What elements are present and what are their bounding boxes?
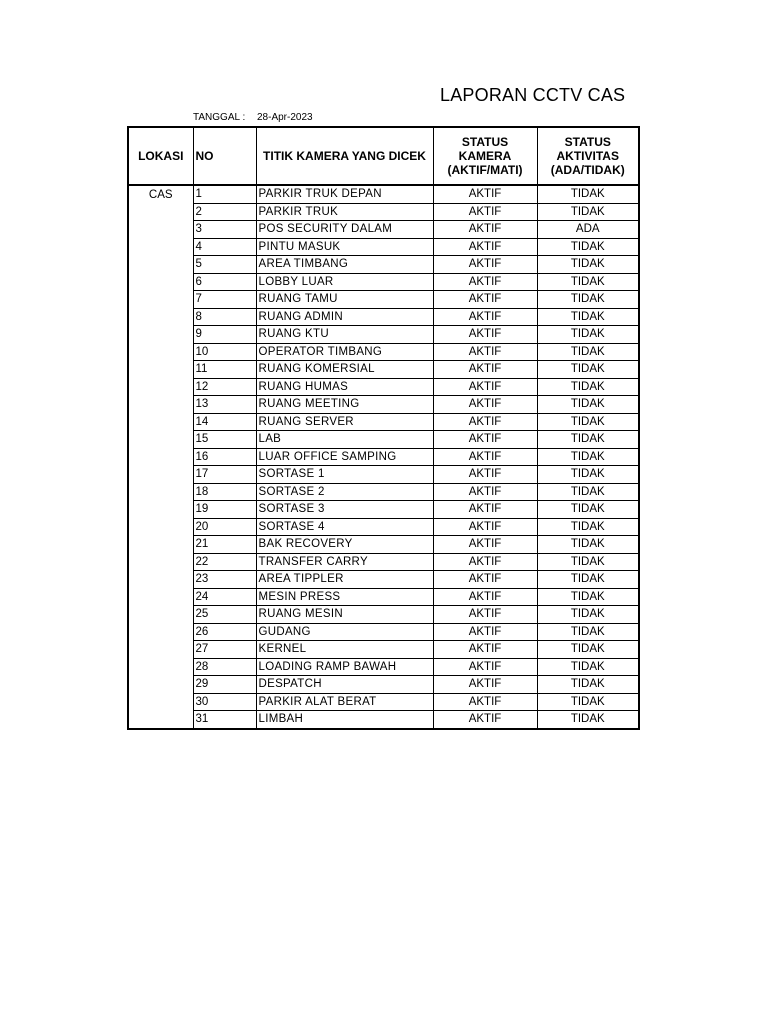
cell-titik-kamera: LOADING RAMP BAWAH bbox=[256, 658, 433, 676]
cell-lokasi bbox=[128, 308, 193, 326]
cell-titik-kamera: MESIN PRESS bbox=[256, 588, 433, 606]
table-row bbox=[128, 606, 639, 624]
cell-lokasi bbox=[128, 501, 193, 519]
cell-status-kamera: AKTIF bbox=[433, 606, 537, 624]
cell-lokasi bbox=[128, 711, 193, 729]
cell-no: 21 bbox=[193, 536, 256, 554]
cell-no: 8 bbox=[193, 308, 256, 326]
cell-no: 4 bbox=[193, 238, 256, 256]
cell-titik-kamera: RUANG SERVER bbox=[256, 413, 433, 431]
cell-status-aktivitas: TIDAK bbox=[537, 606, 639, 624]
cell-status-kamera: AKTIF bbox=[433, 361, 537, 379]
cell-lokasi bbox=[128, 378, 193, 396]
cell-status-kamera: AKTIF bbox=[433, 553, 537, 571]
cell-no: 22 bbox=[193, 553, 256, 571]
cell-titik-kamera: RUANG KOMERSIAL bbox=[256, 361, 433, 379]
cell-status-aktivitas: TIDAK bbox=[537, 203, 639, 221]
cell-status-kamera: AKTIF bbox=[433, 291, 537, 309]
cell-no: 18 bbox=[193, 483, 256, 501]
date-label: TANGGAL : bbox=[193, 112, 246, 123]
cell-status-aktivitas: TIDAK bbox=[537, 693, 639, 711]
cell-titik-kamera: BAK RECOVERY bbox=[256, 536, 433, 554]
cell-status-aktivitas: TIDAK bbox=[537, 326, 639, 344]
cell-status-aktivitas: TIDAK bbox=[537, 256, 639, 274]
cell-titik-kamera: RUANG HUMAS bbox=[256, 378, 433, 396]
cell-titik-kamera: LUAR OFFICE SAMPING bbox=[256, 448, 433, 466]
cell-status-aktivitas: TIDAK bbox=[537, 483, 639, 501]
table-row bbox=[128, 658, 639, 676]
cell-titik-kamera: LAB bbox=[256, 431, 433, 449]
cell-status-aktivitas: TIDAK bbox=[537, 466, 639, 484]
table-row bbox=[128, 378, 639, 396]
cell-status-kamera: AKTIF bbox=[433, 483, 537, 501]
cell-lokasi bbox=[128, 413, 193, 431]
cell-no: 27 bbox=[193, 641, 256, 659]
table-row bbox=[128, 221, 639, 239]
header-status-kamera: STATUS KAMERA (AKTIF/MATI) bbox=[433, 127, 537, 185]
cell-lokasi bbox=[128, 466, 193, 484]
cell-no: 10 bbox=[193, 343, 256, 361]
cell-status-aktivitas: TIDAK bbox=[537, 238, 639, 256]
table-row bbox=[128, 676, 639, 694]
cell-lokasi bbox=[128, 343, 193, 361]
cell-no: 28 bbox=[193, 658, 256, 676]
cell-titik-kamera: KERNEL bbox=[256, 641, 433, 659]
cell-lokasi bbox=[128, 536, 193, 554]
table-row bbox=[128, 623, 639, 641]
table-row bbox=[128, 693, 639, 711]
cell-lokasi bbox=[128, 641, 193, 659]
cell-titik-kamera: OPERATOR TIMBANG bbox=[256, 343, 433, 361]
cell-status-kamera: AKTIF bbox=[433, 413, 537, 431]
table-row bbox=[128, 238, 639, 256]
cell-titik-kamera: POS SECURITY DALAM bbox=[256, 221, 433, 239]
cell-status-aktivitas: TIDAK bbox=[537, 536, 639, 554]
cell-status-aktivitas: TIDAK bbox=[537, 378, 639, 396]
table-row bbox=[128, 308, 639, 326]
cell-lokasi bbox=[128, 448, 193, 466]
cell-status-aktivitas: TIDAK bbox=[537, 273, 639, 291]
cell-titik-kamera: SORTASE 1 bbox=[256, 466, 433, 484]
cell-lokasi bbox=[128, 431, 193, 449]
table-row bbox=[128, 343, 639, 361]
cell-status-kamera: AKTIF bbox=[433, 571, 537, 589]
cell-no: 13 bbox=[193, 396, 256, 414]
cell-no: 12 bbox=[193, 378, 256, 396]
cell-titik-kamera: LIMBAH bbox=[256, 711, 433, 729]
cell-titik-kamera: AREA TIMBANG bbox=[256, 256, 433, 274]
cell-lokasi bbox=[128, 273, 193, 291]
cell-titik-kamera: PARKIR TRUK DEPAN bbox=[256, 185, 433, 203]
cell-status-kamera: AKTIF bbox=[433, 326, 537, 344]
cell-status-kamera: AKTIF bbox=[433, 501, 537, 519]
cell-lokasi bbox=[128, 553, 193, 571]
cell-lokasi bbox=[128, 238, 193, 256]
table-header-row bbox=[128, 127, 639, 185]
cell-no: 26 bbox=[193, 623, 256, 641]
cell-titik-kamera: PARKIR TRUK bbox=[256, 203, 433, 221]
cell-lokasi bbox=[128, 658, 193, 676]
cell-titik-kamera: SORTASE 3 bbox=[256, 501, 433, 519]
cell-status-aktivitas: TIDAK bbox=[537, 711, 639, 729]
cell-lokasi bbox=[128, 623, 193, 641]
cell-lokasi bbox=[128, 676, 193, 694]
cell-no: 23 bbox=[193, 571, 256, 589]
cell-status-kamera: AKTIF bbox=[433, 693, 537, 711]
cell-no: 19 bbox=[193, 501, 256, 519]
cell-titik-kamera: LOBBY LUAR bbox=[256, 273, 433, 291]
cell-status-aktivitas: TIDAK bbox=[537, 343, 639, 361]
cell-lokasi bbox=[128, 256, 193, 274]
cell-no: 20 bbox=[193, 518, 256, 536]
cell-status-kamera: AKTIF bbox=[433, 256, 537, 274]
cell-lokasi bbox=[128, 483, 193, 501]
cell-no: 2 bbox=[193, 203, 256, 221]
cell-status-aktivitas: TIDAK bbox=[537, 291, 639, 309]
cell-status-aktivitas: TIDAK bbox=[537, 361, 639, 379]
cell-titik-kamera: DESPATCH bbox=[256, 676, 433, 694]
table-row bbox=[128, 291, 639, 309]
cell-no: 3 bbox=[193, 221, 256, 239]
cell-lokasi bbox=[128, 221, 193, 239]
cell-status-kamera: AKTIF bbox=[433, 343, 537, 361]
cell-status-kamera: AKTIF bbox=[433, 185, 537, 203]
cell-lokasi bbox=[128, 203, 193, 221]
cell-status-kamera: AKTIF bbox=[433, 221, 537, 239]
table-row bbox=[128, 571, 639, 589]
table-row bbox=[128, 553, 639, 571]
cell-titik-kamera: GUDANG bbox=[256, 623, 433, 641]
cell-no: 29 bbox=[193, 676, 256, 694]
date-value: 28-Apr-2023 bbox=[257, 112, 313, 123]
cell-lokasi bbox=[128, 326, 193, 344]
cell-no: 17 bbox=[193, 466, 256, 484]
cell-status-aktivitas: TIDAK bbox=[537, 396, 639, 414]
cell-status-aktivitas: TIDAK bbox=[537, 553, 639, 571]
cell-status-aktivitas: TIDAK bbox=[537, 448, 639, 466]
cell-status-aktivitas: ADA bbox=[537, 221, 639, 239]
cell-status-kamera: AKTIF bbox=[433, 518, 537, 536]
cell-status-kamera: AKTIF bbox=[433, 623, 537, 641]
table-row bbox=[128, 641, 639, 659]
cell-lokasi bbox=[128, 571, 193, 589]
table-row bbox=[128, 588, 639, 606]
table-row bbox=[128, 273, 639, 291]
cell-titik-kamera: SORTASE 2 bbox=[256, 483, 433, 501]
table-row bbox=[128, 518, 639, 536]
table-row bbox=[128, 256, 639, 274]
cell-lokasi bbox=[128, 606, 193, 624]
cell-titik-kamera: PINTU MASUK bbox=[256, 238, 433, 256]
cell-status-aktivitas: TIDAK bbox=[537, 623, 639, 641]
header-titik-kamera: TITIK KAMERA YANG DICEK bbox=[256, 127, 433, 185]
cell-no: 14 bbox=[193, 413, 256, 431]
cell-titik-kamera: RUANG TAMU bbox=[256, 291, 433, 309]
cell-no: 30 bbox=[193, 693, 256, 711]
table-row bbox=[128, 413, 639, 431]
report-title: LAPORAN CCTV CAS bbox=[440, 85, 626, 105]
cell-status-aktivitas: TIDAK bbox=[537, 658, 639, 676]
cell-no: 9 bbox=[193, 326, 256, 344]
cell-lokasi bbox=[128, 693, 193, 711]
cell-titik-kamera: RUANG MEETING bbox=[256, 396, 433, 414]
cell-status-kamera: AKTIF bbox=[433, 448, 537, 466]
cell-status-kamera: AKTIF bbox=[433, 641, 537, 659]
cell-titik-kamera: AREA TIPPLER bbox=[256, 571, 433, 589]
cell-status-kamera: AKTIF bbox=[433, 711, 537, 729]
header-lokasi: LOKASI bbox=[128, 127, 193, 185]
table-row bbox=[128, 431, 639, 449]
cell-titik-kamera: RUANG ADMIN bbox=[256, 308, 433, 326]
table-row bbox=[128, 483, 639, 501]
cell-status-aktivitas: TIDAK bbox=[537, 518, 639, 536]
table-row bbox=[128, 203, 639, 221]
table-row bbox=[128, 466, 639, 484]
cell-status-kamera: AKTIF bbox=[433, 431, 537, 449]
cell-no: 25 bbox=[193, 606, 256, 624]
cell-status-aktivitas: TIDAK bbox=[537, 308, 639, 326]
table-row bbox=[128, 501, 639, 519]
cell-status-kamera: AKTIF bbox=[433, 273, 537, 291]
cell-no: 24 bbox=[193, 588, 256, 606]
cell-no: 6 bbox=[193, 273, 256, 291]
cell-status-aktivitas: TIDAK bbox=[537, 501, 639, 519]
cctv-report-table bbox=[127, 126, 640, 730]
cell-lokasi bbox=[128, 396, 193, 414]
table-body bbox=[128, 185, 639, 729]
cell-status-aktivitas: TIDAK bbox=[537, 676, 639, 694]
header-no: NO bbox=[193, 127, 256, 185]
cell-status-kamera: AKTIF bbox=[433, 238, 537, 256]
cell-titik-kamera: SORTASE 4 bbox=[256, 518, 433, 536]
table-row bbox=[128, 396, 639, 414]
cell-lokasi: CAS bbox=[128, 185, 193, 203]
cell-status-kamera: AKTIF bbox=[433, 588, 537, 606]
cell-lokasi bbox=[128, 518, 193, 536]
cell-status-kamera: AKTIF bbox=[433, 396, 537, 414]
cell-status-aktivitas: TIDAK bbox=[537, 413, 639, 431]
table-row bbox=[128, 536, 639, 554]
cell-status-aktivitas: TIDAK bbox=[537, 588, 639, 606]
cell-no: 11 bbox=[193, 361, 256, 379]
cell-status-aktivitas: TIDAK bbox=[537, 431, 639, 449]
table-row bbox=[128, 185, 639, 203]
cell-titik-kamera: TRANSFER CARRY bbox=[256, 553, 433, 571]
cell-status-aktivitas: TIDAK bbox=[537, 641, 639, 659]
table-row bbox=[128, 448, 639, 466]
cell-titik-kamera: PARKIR ALAT BERAT bbox=[256, 693, 433, 711]
cell-status-aktivitas: TIDAK bbox=[537, 185, 639, 203]
cell-status-aktivitas: TIDAK bbox=[537, 571, 639, 589]
cell-no: 31 bbox=[193, 711, 256, 729]
table-row bbox=[128, 326, 639, 344]
cell-titik-kamera: RUANG KTU bbox=[256, 326, 433, 344]
cell-status-kamera: AKTIF bbox=[433, 466, 537, 484]
cell-no: 16 bbox=[193, 448, 256, 466]
cell-status-kamera: AKTIF bbox=[433, 308, 537, 326]
cell-no: 15 bbox=[193, 431, 256, 449]
header-status-aktivitas: STATUS AKTIVITAS (ADA/TIDAK) bbox=[537, 127, 639, 185]
cell-status-kamera: AKTIF bbox=[433, 203, 537, 221]
cell-lokasi bbox=[128, 361, 193, 379]
table-row bbox=[128, 361, 639, 379]
cell-no: 5 bbox=[193, 256, 256, 274]
cell-status-kamera: AKTIF bbox=[433, 676, 537, 694]
cell-titik-kamera: RUANG MESIN bbox=[256, 606, 433, 624]
cell-status-kamera: AKTIF bbox=[433, 536, 537, 554]
table-row bbox=[128, 711, 639, 729]
cell-status-kamera: AKTIF bbox=[433, 378, 537, 396]
cell-lokasi bbox=[128, 588, 193, 606]
cell-no: 7 bbox=[193, 291, 256, 309]
cell-no: 1 bbox=[193, 185, 256, 203]
cell-lokasi bbox=[128, 291, 193, 309]
cell-status-kamera: AKTIF bbox=[433, 658, 537, 676]
